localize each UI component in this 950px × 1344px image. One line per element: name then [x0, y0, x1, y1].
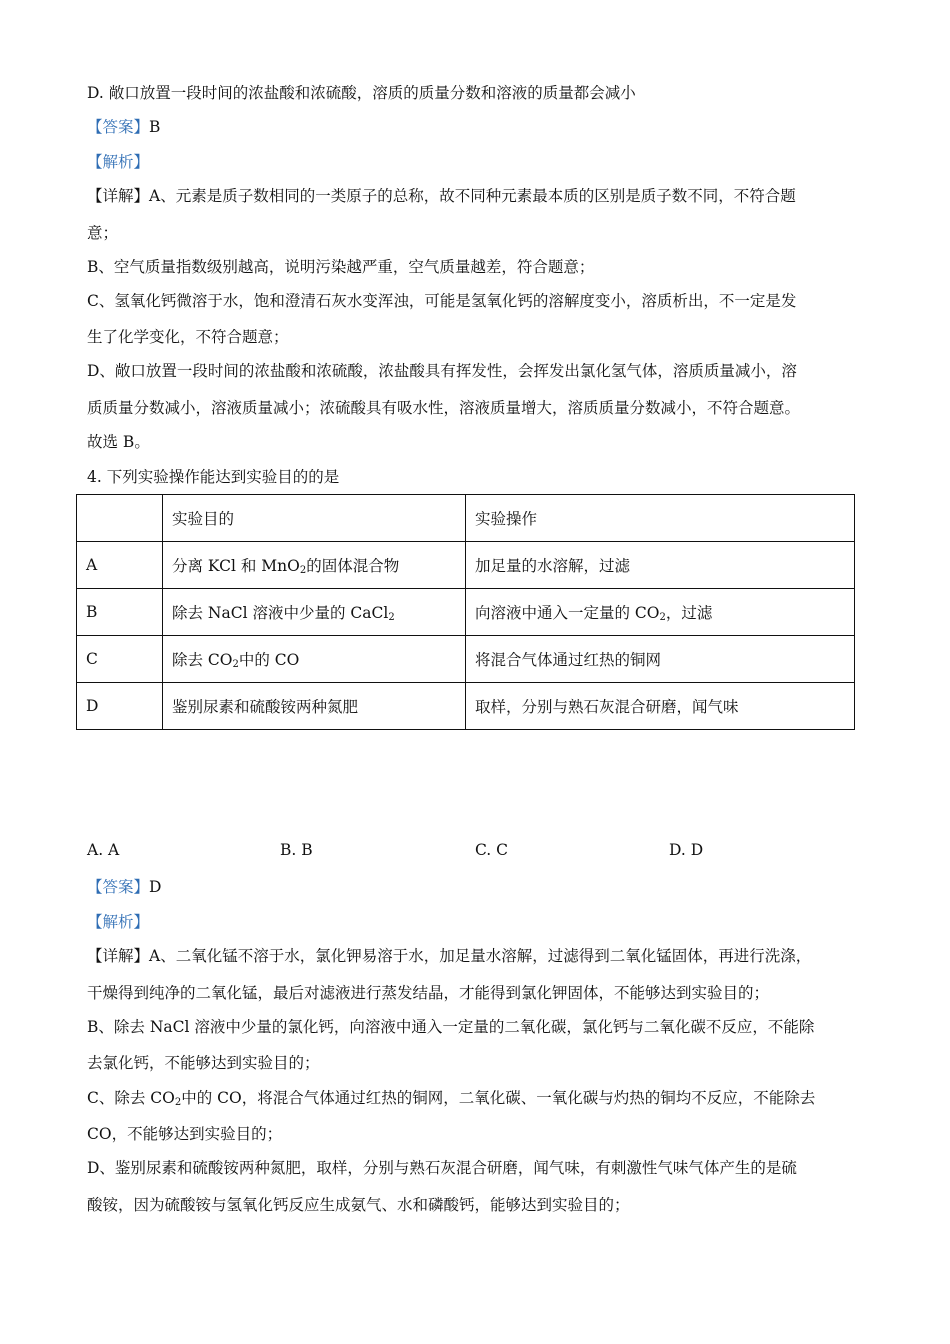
row-purpose: 鉴别尿素和硫酸铵两种氮肥 — [163, 683, 466, 730]
row-operation: 取样，分别与熟石灰混合研磨，闻气味 — [466, 683, 855, 730]
answer-tag: 【答案】 — [87, 118, 150, 136]
detail-text: A、元素是质子数相同的一类原子的总称，故不同种元素最本质的区别是质子数不同，不符合题 — [149, 187, 796, 205]
analysis-tag: 【解析】 — [87, 913, 150, 931]
table-header-cell: 实验操作 — [466, 495, 855, 542]
row-purpose: 除去 $CO_2$中的 CO — [163, 636, 466, 683]
table-header-cell: 实验目的 — [163, 495, 466, 542]
option-d: D. D — [669, 841, 704, 859]
detail-line: 酸铵，因为硫酸铵与氢氧化钙反应生成氨气、水和磷酸钙，能够达到实验目的； — [87, 1196, 630, 1214]
table-header-row — [77, 495, 855, 542]
row-label: A — [77, 542, 163, 589]
answer-tag: 【答案】 — [87, 878, 150, 896]
table-row — [77, 636, 855, 683]
table-header-cell — [77, 495, 163, 542]
answer-value: B — [149, 118, 161, 136]
detail-line — [87, 184, 796, 206]
detail-line: B、空气质量指数级别越高，说明污染越严重，空气质量越差，符合题意； — [87, 258, 595, 276]
table-row — [77, 542, 855, 589]
row-operation: 加足量的水溶解，过滤 — [466, 542, 855, 589]
option-c: C. C — [475, 841, 509, 859]
option-d-text: D. 敞口放置一段时间的浓盐酸和浓硫酸，溶质的质量分数和溶液的质量都会减小 — [87, 84, 636, 102]
row-purpose: 分离 KCl 和 MnO$_2$的固体混合物 — [163, 542, 466, 589]
answer-line — [87, 115, 160, 137]
detail-line: 意； — [87, 224, 119, 242]
detail-text: A、二氧化锰不溶于水，氯化钾易溶于水，加足量水溶解，过滤得到二氧化锰固体，再进行洗涤， — [149, 947, 812, 965]
detail-line: D、鉴别尿素和硫酸铵两种氮肥，取样，分别与熟石灰混合研磨，闻气味，有刺激性气味气体产生的是硫 — [87, 1159, 797, 1177]
detail-line: 干燥得到纯净的二氧化锰，最后对滤液进行蒸发结晶，才能得到氯化钾固体，不能够达到实验目的； — [87, 984, 770, 1002]
row-purpose: 除去 NaCl 溶液中少量的 CaCl$_2$ — [163, 589, 466, 636]
experiment-table — [76, 494, 855, 730]
detail-line: D、敞口放置一段时间的浓盐酸和浓硫酸，浓盐酸具有挥发性，会挥发出氯化氢气体，溶质质量减小，溶 — [87, 362, 797, 380]
detail-tag: 【详解】 — [87, 947, 150, 965]
detail-line: 去氯化钙，不能够达到实验目的； — [87, 1054, 320, 1072]
detail-line: B、除去 NaCl 溶液中少量的氯化钙，向溶液中通入一定量的二氧化碳，氯化钙与二氧化碳不反应，不能除 — [87, 1018, 815, 1036]
detail-line: 质质量分数减小，溶液质量减小；浓硫酸具有吸水性，溶液质量增大，溶质质量分数减小，不符合题意。 — [87, 399, 801, 417]
detail-line: 生了化学变化，不符合题意； — [87, 328, 289, 346]
option-b: B. B — [280, 841, 313, 859]
row-label: D — [77, 683, 163, 730]
answer-value: D — [149, 878, 162, 896]
table-row — [77, 683, 855, 730]
detail-line: C、氢氧化钙微溶于水，饱和澄清石灰水变浑浊，可能是氢氧化钙的溶解度变小，溶质析出，不一定是发 — [87, 292, 797, 310]
detail-line: 故选 B。 — [87, 433, 150, 451]
row-operation: 向溶液中通入一定量的 $CO_2$，过滤 — [466, 589, 855, 636]
row-label: B — [77, 589, 163, 636]
answer-line — [87, 875, 161, 897]
detail-line: CO，不能够达到实验目的； — [87, 1125, 283, 1143]
option-a: A. A — [87, 841, 120, 859]
detail-line — [87, 944, 811, 966]
detail-line: C、除去 $CO_2$中的 CO，将混合气体通过红热的铜网，二氧化碳、一氧化碳与灼热的铜均不反应，不能除去 — [87, 1089, 816, 1108]
table-row — [77, 589, 855, 636]
detail-tag: 【详解】 — [87, 187, 150, 205]
analysis-tag: 【解析】 — [87, 153, 150, 171]
question-stem: 4. 下列实验操作能达到实验目的的是 — [87, 468, 340, 486]
row-label: C — [77, 636, 163, 683]
row-operation: 将混合气体通过红热的铜网 — [466, 636, 855, 683]
